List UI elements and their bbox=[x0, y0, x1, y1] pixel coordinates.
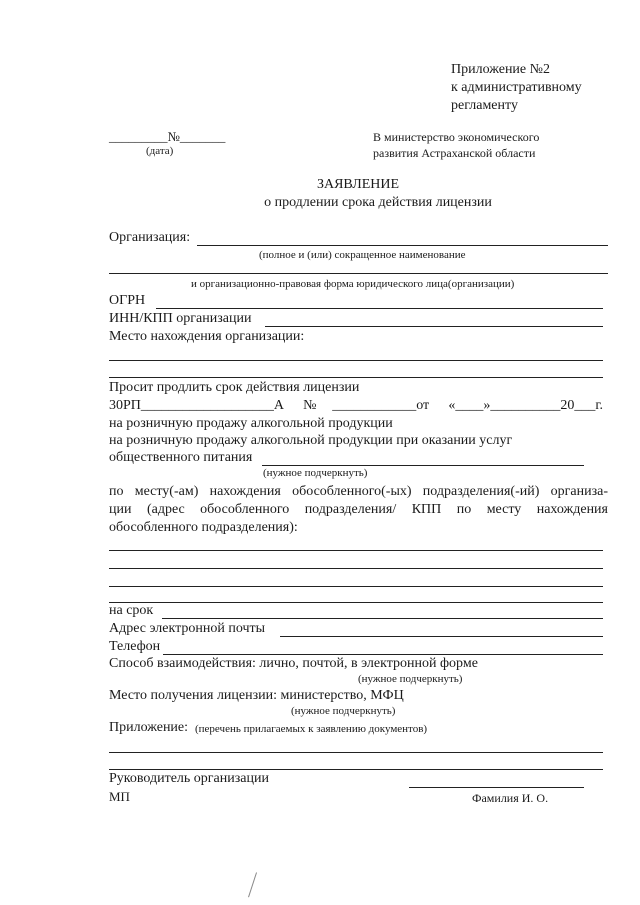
underline-hint-1: (нужное подчеркнуть) bbox=[263, 467, 368, 479]
subdivision-line-3: обособленного подразделения): bbox=[109, 520, 298, 535]
location-line-1 bbox=[109, 360, 603, 361]
name-hint: Фамилия И. О. bbox=[472, 791, 549, 805]
request-label: Просит продлить срок действия лицензии bbox=[109, 380, 360, 395]
ogrn-line bbox=[156, 308, 603, 309]
signature-line bbox=[409, 787, 584, 788]
license-number-line: 30РП___________________А №____________от «____»__________20___г. bbox=[109, 398, 603, 413]
organization-hint-2: и организационно-правовая форма юридического лица(организации) bbox=[191, 278, 515, 290]
organization-label: Организация: bbox=[109, 230, 191, 245]
head-label: Руководитель организации bbox=[109, 771, 269, 786]
pickup-label: Место получения лицензии: министерство, МФЦ bbox=[109, 688, 404, 703]
subdivision-fill-2 bbox=[109, 568, 603, 569]
subdivision-fill-1 bbox=[109, 550, 603, 551]
phone-line bbox=[163, 654, 603, 655]
attachment-label: Приложение: bbox=[109, 720, 189, 735]
addressee-line-1: В министерство экономического bbox=[373, 130, 540, 144]
subdivision-line-1: по месту(-ам) нахождения обособленного(-ых) подразделения(-ий) организа- bbox=[109, 484, 608, 499]
catering-label: общественного питания bbox=[109, 450, 253, 465]
addressee-line-2: развития Астраханской области bbox=[373, 146, 536, 160]
attachment-hint: (перечень прилагаемых к заявлению документов) bbox=[195, 723, 428, 735]
organization-line bbox=[197, 245, 608, 246]
underline-hint-3: (нужное подчеркнуть) bbox=[291, 705, 396, 717]
retail-option-1: на розничную продажу алкогольной продукции bbox=[109, 416, 393, 431]
underline-hint-2: (нужное подчеркнуть) bbox=[358, 673, 463, 685]
attachment-line-1 bbox=[109, 752, 603, 753]
organization-line-2 bbox=[109, 273, 608, 274]
appendix-line-1: Приложение №2 bbox=[451, 62, 550, 77]
appendix-line-3: регламенту bbox=[451, 98, 518, 113]
phone-label: Телефон bbox=[109, 639, 161, 654]
retail-option-2: на розничную продажу алкогольной продукции при оказании услуг bbox=[109, 433, 513, 448]
inn-label: ИНН/КПП организации bbox=[109, 311, 252, 326]
document-subtitle: о продлении срока действия лицензии bbox=[264, 195, 492, 210]
catering-line bbox=[262, 465, 584, 466]
scan-mark bbox=[248, 872, 258, 897]
inn-line bbox=[265, 326, 603, 327]
email-line bbox=[280, 636, 603, 637]
number-field: _________№_______ bbox=[109, 129, 226, 144]
subdivision-fill-3 bbox=[109, 586, 603, 587]
ogrn-label: ОГРН bbox=[109, 293, 146, 308]
interaction-label: Способ взаимодействия: лично, почтой, в электронной форме bbox=[109, 656, 478, 671]
appendix-line-2: к административному bbox=[451, 80, 582, 95]
term-line bbox=[162, 618, 603, 619]
document-title: ЗАЯВЛЕНИЕ bbox=[316, 177, 400, 192]
location-line-2 bbox=[109, 377, 603, 378]
subdivision-line-2: ции (адрес обособленного подразделения/ КПП по месту нахождения bbox=[109, 502, 608, 517]
stamp-label: МП bbox=[109, 789, 130, 804]
attachment-line-2 bbox=[109, 769, 603, 770]
email-label: Адрес электронной почты bbox=[109, 621, 266, 636]
term-label: на срок bbox=[109, 603, 154, 618]
date-hint: (дата) bbox=[146, 145, 174, 157]
organization-hint-1: (полное и (или) сокращенное наименование bbox=[259, 249, 466, 261]
subdivision-fill-4 bbox=[109, 602, 603, 603]
location-label: Место нахождения организации: bbox=[109, 329, 305, 344]
